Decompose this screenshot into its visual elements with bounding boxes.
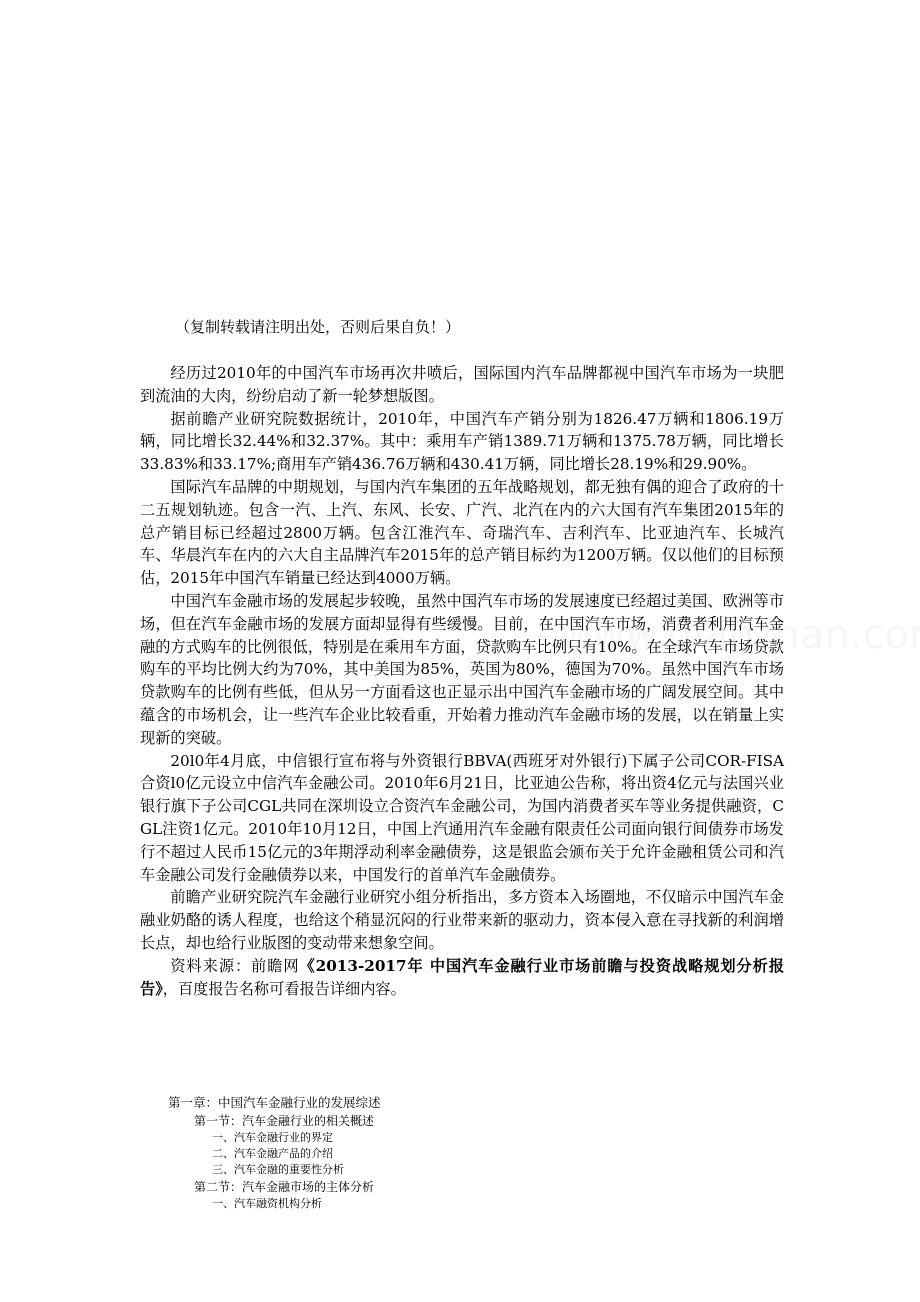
paragraph-1: 经历过2010年的中国汽车市场再次井喷后，国际国内汽车品牌都视中国汽车市场为一块肥到流油的大肉，纷纷启动了新一轮梦想版图。 xyxy=(140,364,784,405)
article-body xyxy=(140,362,784,1000)
toc-item: 一、汽车金融行业的界定 xyxy=(212,1131,333,1144)
paragraph-2: 据前瞻产业研究院数据统计，2010年，中国汽车产销分别为1826.47万辆和1806.19万辆，同比增长32.44%和32.37%。其中：乘用车产销1389.71万辆和1375.78万辆，同比增长33.83%和33.17%;商用车产销436.76万辆和430.41万辆，同比增长28.19%和29.90%。 xyxy=(140,409,784,474)
paragraph-6: 前瞻产业研究院汽车金融行业研究小组分析指出，多方资本入场圈地，不仅暗示中国汽车金融业奶酪的诱人程度，也给这个稍显沉闷的行业带来新的驱动力，资本侵入意在寻找新的利润增长点，却也给行业版图的变动带来想象空间。 xyxy=(140,888,784,952)
toc-item: 二、汽车金融产品的介绍 xyxy=(212,1147,333,1160)
toc-section-1: 第一节：汽车金融行业的相关概述 xyxy=(194,1114,375,1128)
toc-item: 一、汽车融资机构分析 xyxy=(212,1197,322,1210)
paragraph-5: 20l0年4月底，中信银行宣布将与外资银行BBVA(西班牙对外银行)下属子公司COR-FISA合资l0亿元设立中信汽车金融公司。2010年6月21日，比亚迪公告称，将出资4亿元与法国兴业银行旗下子公司CGL共同在深圳设立合资汽车金融公司，为国内消费者买车等业务提供融资，CGL注资1亿元。2010年10月12日，中国上汽通用汽车金融有限责任公司面向银行间债券市场发行不超过人民币15亿元的3年期浮动利率金融债券，这是银监会颁布关于允许金融租赁公司和汽车金融公司发行金融债券以来，中国发行的首单汽车金融债券。 xyxy=(140,751,784,884)
toc-chapter-1: 第一章：中国汽车金融行业的发展综述 xyxy=(168,1095,381,1110)
source-line xyxy=(140,955,784,1001)
source-prefix: 资料来源：前瞻网 xyxy=(170,956,300,975)
table-of-contents xyxy=(168,1094,381,1212)
paragraph-3: 国际汽车品牌的中期规划，与国内汽车集团的五年战略规划，都无独有偶的迎合了政府的十二五规划轨迹。包含一汽、上汽、东风、长安、广汽、北汽在内的六大国有汽车集团2015年的总产销目标已经超过2800万辆。包含江淮汽车、奇瑞汽车、吉利汽车、比亚迪汽车、长城汽车、华晨汽车在内的六大自主品牌汽车2015年的总产销目标约为1200万辆。仅以他们的目标预估，2015年中国汽车销量已经达到4000万辆。 xyxy=(140,477,784,588)
copyright-notice: （复制转载请注明出处，否则后果自负！） xyxy=(175,318,461,336)
toc-section-2: 第二节：汽车金融市场的主体分析 xyxy=(194,1180,375,1194)
source-report-title: 《2013-2017年 中国汽车金融行业市场前瞻与投资战略规划分析报告》 xyxy=(140,956,785,998)
toc-item: 三、汽车金融的重要性分析 xyxy=(212,1163,344,1176)
paragraph-4: 中国汽车金融市场的发展起步较晚，虽然中国汽车市场的发展速度已经超过美国、欧洲等市场，但在汽车金融市场的发展方面却显得有些缓慢。目前，在中国汽车市场，消费者利用汽车金融的方式购车的比例很低，特别是在乘用车方面，贷款购车比例只有10%。在全球汽车市场贷款购车的平均比例大约为70%，其中美国为85%，英国为80%，德国为70%。虽然中国汽车市场贷款购车的比例有些低，但从另一方面看这也正显示出中国汽车金融市场的广阔发展空间。其中蕴含的市场机会，让一些汽车企业比较看重，开始着力推动汽车金融市场的发展，以在销量上实现新的突破。 xyxy=(140,591,784,747)
source-suffix: ，百度报告名称可看报告详细内容。 xyxy=(162,979,406,998)
